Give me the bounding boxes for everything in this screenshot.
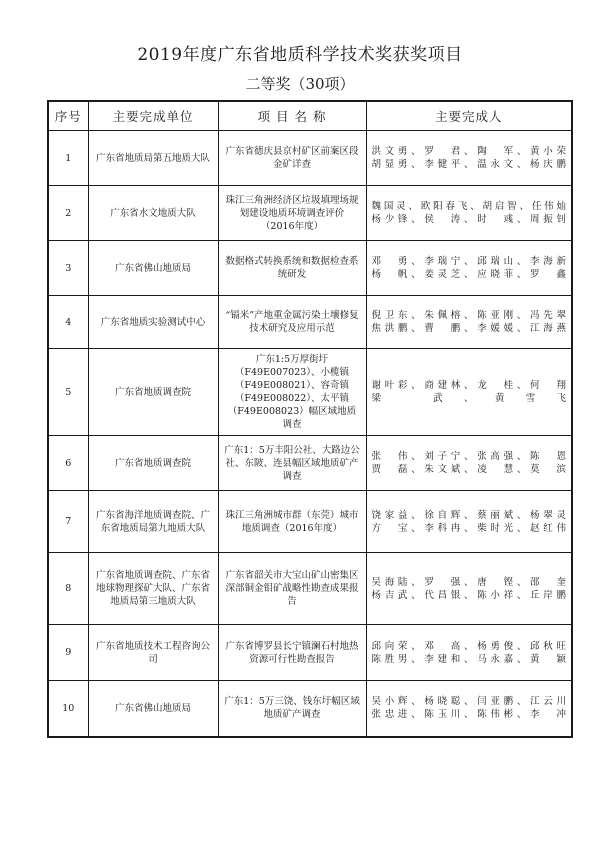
contributor-line: 杨 帆、姜灵芝、应晓菲、罗 鑫 (371, 269, 566, 280)
contributor-line: 邱向荣、邓 高、杨勇俊、邱秋旺 (371, 640, 566, 652)
header-project: 项 目 名 称 (218, 101, 366, 131)
project-name: 广东1:5万厚街圩（F49E007023）、小榄镇（F49E008021）、容奇镇（F49E008022）、太平镇（F49E008023）幅区域地质调查 (218, 349, 366, 436)
row-number: 7 (48, 491, 88, 553)
main-contributors (366, 131, 572, 186)
project-name: 广东省博罗县长宁镇澜石村地热资源可行性勘查报告 (218, 625, 366, 681)
completion-unit: 广东省地质调查院 (88, 349, 218, 436)
table-row (48, 553, 572, 625)
completion-unit: 广东省佛山地质局 (88, 241, 218, 296)
table-row (48, 436, 572, 491)
project-name: 珠江三角洲经济区垃圾填埋场规划建设地质环境调查评价（2016年度） (218, 186, 366, 241)
contributor-line: 吴海陆、罗 强、唐 铿、邵 奎 (371, 576, 566, 588)
main-contributors (366, 241, 572, 296)
completion-unit: 广东省海洋地质调查院、广东省地质局第九地质大队 (88, 491, 218, 553)
main-contributors (366, 491, 572, 553)
contributor-line: 陈胜男、李建和、马永嘉、黄 颖 (371, 653, 566, 665)
table-row (48, 296, 572, 349)
header-no: 序号 (48, 101, 88, 131)
row-number: 5 (48, 349, 88, 436)
main-contributors (366, 681, 572, 737)
completion-unit: 广东省地质调查院、广东省地球物理探矿大队、广东省地质局第三地质大队 (88, 553, 218, 625)
contributor-line: 饶家益、徐自辉、蔡丽斌、杨翠灵 (371, 509, 566, 521)
completion-unit: 广东省地质局第五地质大队 (88, 131, 218, 186)
table-row (48, 681, 572, 737)
row-number: 3 (48, 241, 88, 296)
completion-unit: 广东省水文地质大队 (88, 186, 218, 241)
project-name: 广东1：5万三饶、钱东圩幅区域地质矿产调查 (218, 681, 366, 737)
row-number: 10 (48, 681, 88, 737)
project-name: “镉米”产地重金属污染土壤修复技术研究及应用示范 (218, 296, 366, 349)
contributor-line: 杨少锋、侯 涛、时 彧、周振钊 (371, 214, 566, 225)
contributor-line: 吴小辉、杨晓聪、闫亚鹏、江云川 (371, 696, 566, 708)
table-row (48, 349, 572, 436)
project-name: 珠江三角洲城市群（东莞）城市地质调查（2016年度） (218, 491, 366, 553)
completion-unit: 广东省地质实验测试中心 (88, 296, 218, 349)
main-contributors (366, 349, 572, 436)
row-number: 8 (48, 553, 88, 625)
table-row (48, 241, 572, 296)
row-number: 6 (48, 436, 88, 491)
contributor-line: 胡显勇、李健平、温永文、杨庆鹏 (371, 159, 566, 170)
award-level-subtitle: 二等奖（30项） (245, 75, 355, 93)
completion-unit: 广东省佛山地质局 (88, 681, 218, 737)
contributor-line: 贾 磊、朱文斌、凌 慧、莫 滨 (371, 464, 566, 475)
contributor-line: 张 伟、刘子宁、张高强、陈 恩 (371, 451, 566, 462)
project-name: 广东省德庆县京村矿区前案区段金矿详查 (218, 131, 366, 186)
contributor-line: 谢叶彩、商建林、龙 桂、何 翔 (371, 380, 566, 391)
contributor-line: 方 宝、李科冉、柴时光、赵红伟 (371, 522, 566, 534)
contributor-line: 邓 勇、李瑞宁、邱瑞山、李海新 (371, 256, 566, 267)
header-people: 主要完成人 (366, 101, 572, 131)
completion-unit: 广东省地质技术工程咨询公司 (88, 625, 218, 681)
table-body (48, 131, 572, 737)
main-contributors (366, 436, 572, 491)
main-contributors (366, 625, 572, 681)
main-contributors (366, 553, 572, 625)
table-row (48, 491, 572, 553)
document-title: 2019年度广东省地质科学技术奖获奖项目 (137, 45, 463, 65)
contributor-line: 倪卫东、朱佩榕、陈亚刚、冯先翠 (371, 310, 566, 321)
table-header-row (48, 101, 572, 131)
contributor-line: 杨吉武、代昌银、陈小祥、丘岸鹏 (371, 589, 566, 601)
project-name: 广东1：5万丰阳公社、大路边公社、东陂、连县幅区域地质矿产调查 (218, 436, 366, 491)
contributor-line: 洪文勇、罗 君、陶 军、黄小荣 (371, 146, 566, 157)
contributor-line: 焦洪鹏、曹 鹏、李媛媛、江海燕 (371, 323, 566, 334)
row-number: 1 (48, 131, 88, 186)
row-number: 9 (48, 625, 88, 681)
row-number: 4 (48, 296, 88, 349)
main-contributors (366, 186, 572, 241)
project-name: 数据格式转换系统和数据检查系统研发 (218, 241, 366, 296)
table-row (48, 625, 572, 681)
table-row (48, 186, 572, 241)
contributor-line: 张忠进、陈玉川、陈伟彬、李 冲 (371, 709, 566, 721)
header-unit: 主要完成单位 (88, 101, 218, 131)
table-row (48, 131, 572, 186)
row-number: 2 (48, 186, 88, 241)
main-contributors (366, 296, 572, 349)
awards-table (47, 100, 573, 738)
contributor-line: 梁 武、黄雪飞 (371, 393, 566, 404)
project-name: 广东省韶关市大宝山矿山密集区深部铜金钼矿战略性勘查成果报告 (218, 553, 366, 625)
completion-unit: 广东省地质调查院 (88, 436, 218, 491)
contributor-line: 魏国灵、欧阳春飞、胡启智、任伟灿 (371, 201, 566, 212)
